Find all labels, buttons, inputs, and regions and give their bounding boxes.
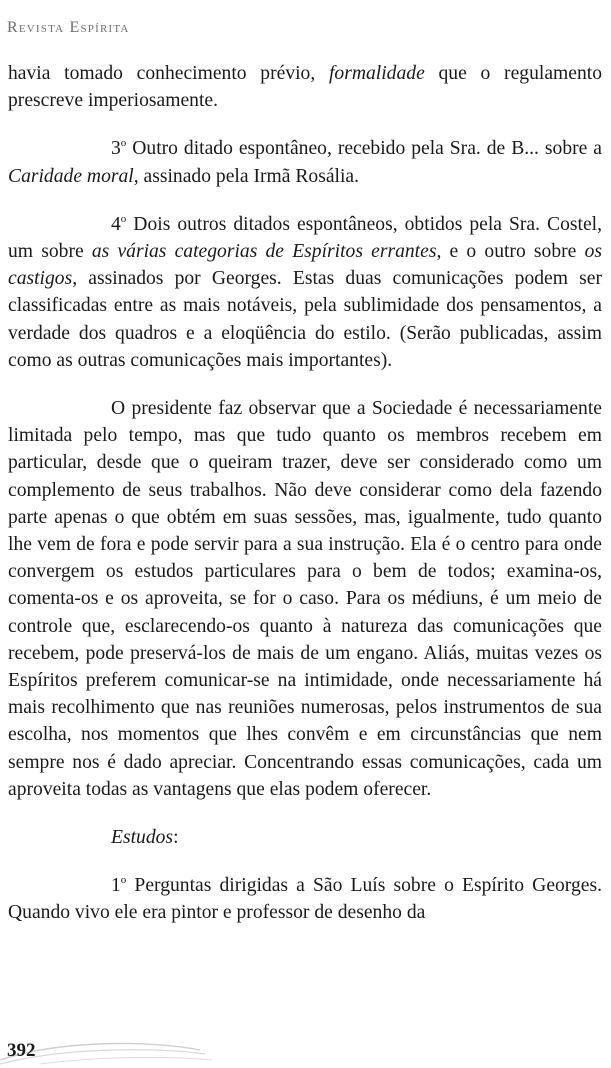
paragraph-3: 4$^o$ Dois outros ditados espontâneos, obtidos pela Sra. Costel, um sobre as várias categorias de Espíritos errantes, e o outro sobre os castigos, assinados por Georges. Estas duas comunicações podem ser classificadas entre as mais notáveis, pela sublimidade dos pensamentos, a verdade dos quadros e a eloqüência do estilo. (Serão publicadas, assim como as outras comunicações mais importantes). (8, 212, 602, 371)
paragraph-2: 3$^o$ Outro ditado espontâneo, recebido pela Sra. de B... sobre a Caridade moral, assinado pela Irmã Rosália. (8, 137, 602, 187)
paragraph-6: 1$^o$ Perguntas dirigidas a São Luís sobre o Espírito Georges. Quando vivo ele era pintor e professor de desenho da (8, 874, 602, 924)
footer-swoosh-ornament (0, 1030, 240, 1068)
paragraph-1: havia tomado conhecimento prévio, formalidade que o regulamento prescreve imperiosamente. (8, 63, 602, 112)
paragraph-4: O presidente faz observar que a Sociedade é necessariamente limitada pelo tempo, mas que tudo quanto os membros recebem em particular, desde que o queiram trazer, deve ser considerado como um complemento de seus trabalhos. Não deve considerar como dela fazendo parte apenas o que obtém em suas sessões, mas, igualmente, tudo quanto lhe vem de fora e pode servir para a sua instrução. Ela é o centro para onde convergem os estudos particulares para o bem de todos; examina-os, comenta-os e os aproveita, se for o caso. Para os médiuns, é um meio de controle que, esclarecendo-os quanto à natureza das comunicações que recebem, pode preservá-los de mais de um engano. Aliás, muitas vezes os Espíritos preferem comunicar-se na intimidade, onde necessariamente há mais recolhimento que nas reuniões numerosas, pelos instrumentos de sua escolha, nos momentos que lhes convêm e em circunstâncias que nem sempre nos é dado apreciar. Concentrando essas comunicações, cada um aproveita todas as vantagens que elas podem oferecer. (8, 398, 602, 800)
section-heading-estudos: Estudos: (111, 827, 179, 849)
page-number: 392 (7, 1040, 36, 1061)
body-text (8, 60, 602, 927)
running-head: Revista Espírita (7, 19, 130, 36)
